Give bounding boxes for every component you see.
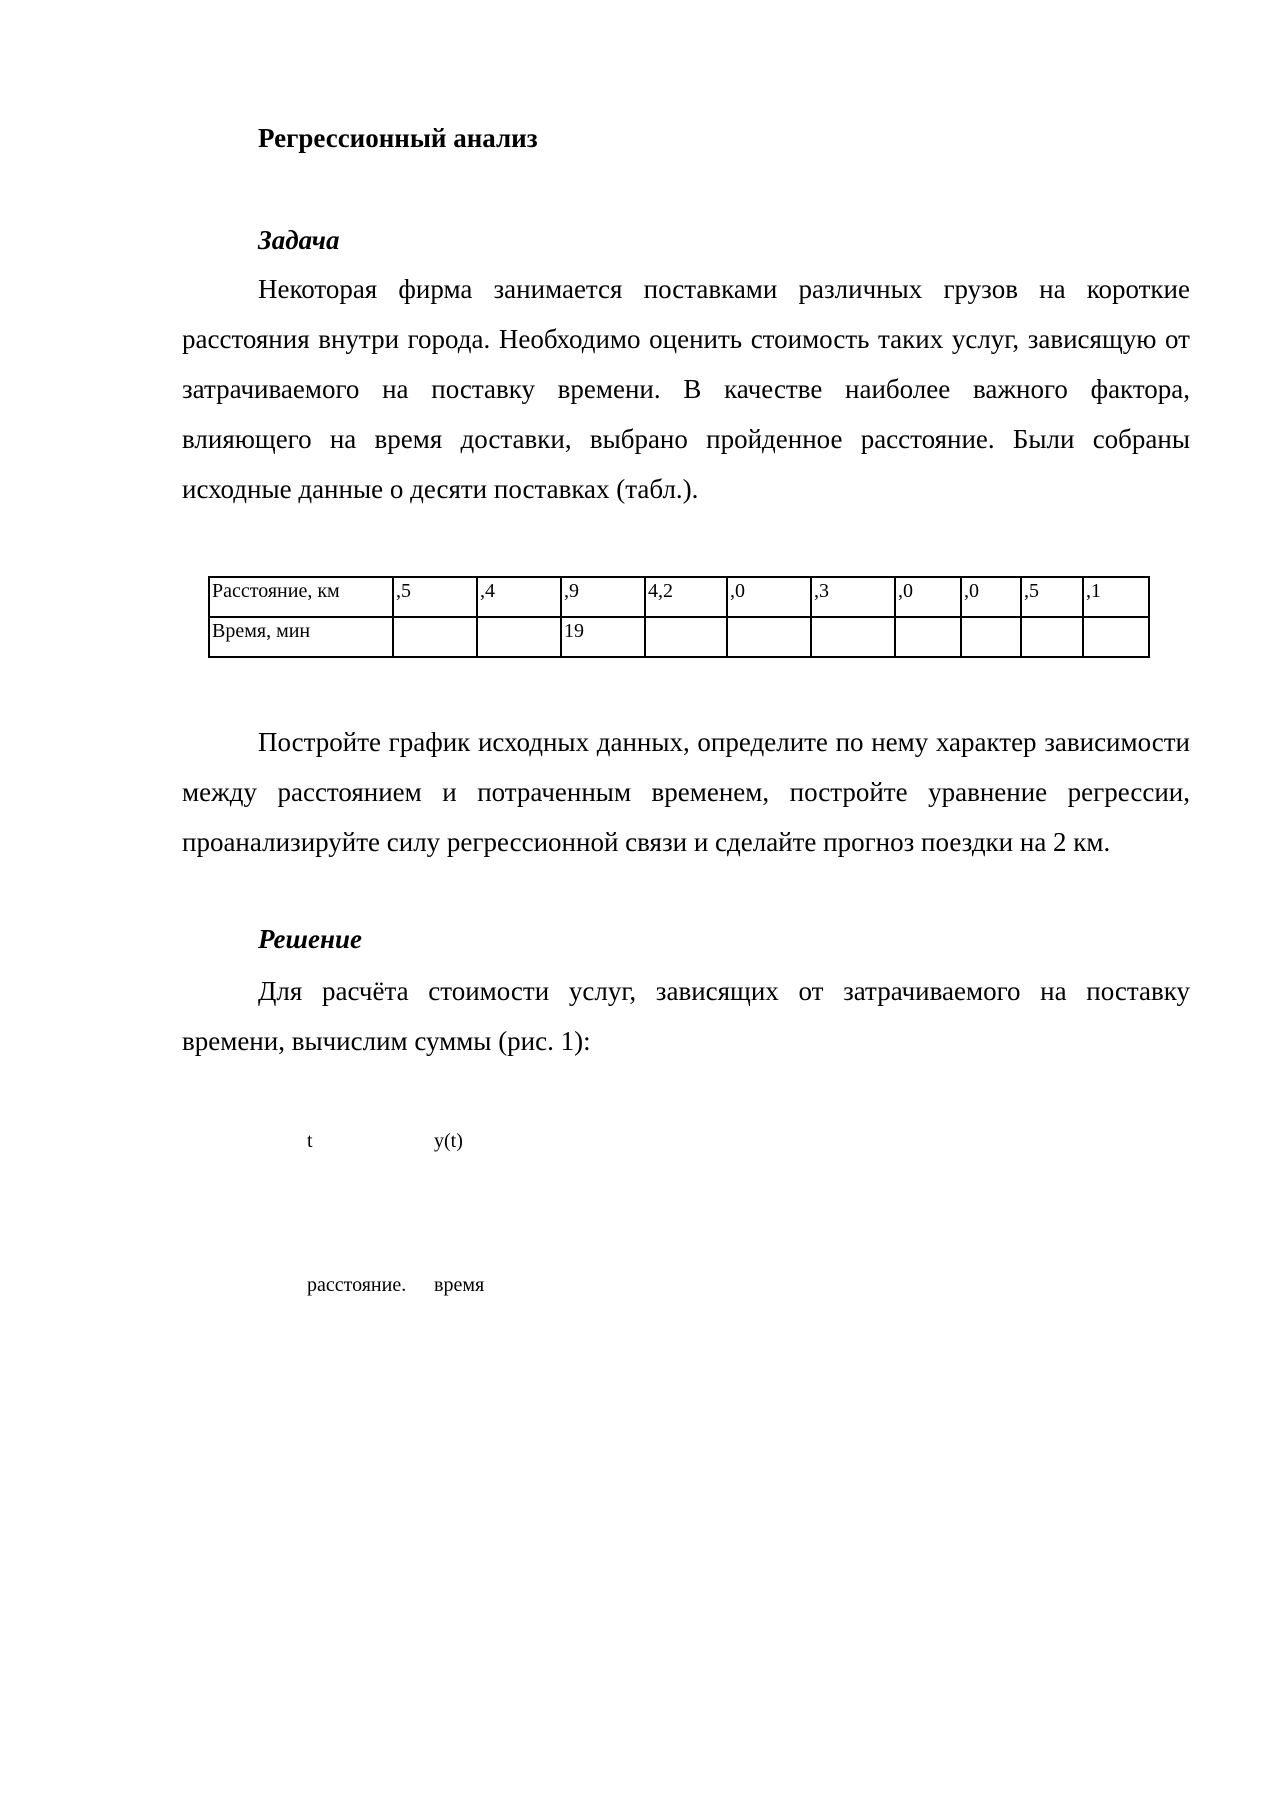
table-cell: ,4 — [477, 577, 561, 617]
table-cell — [645, 617, 727, 657]
table-cell: ,9 — [561, 577, 645, 617]
solution-paragraph: Для расчёта стоимости услуг, зависящих от затрачиваемого на поставку времени, вычислим суммы (рис. 1): — [182, 976, 1190, 1056]
table-cell — [477, 617, 561, 657]
figure-col2-header: y(t) — [434, 1130, 463, 1152]
table-cell — [811, 617, 895, 657]
task-paragraph: Некоторая фирма занимается поставками различных грузов на короткие расстояния внутри города. Необходимо оценить стоимость таких услуг, зависящую от затрачиваемого на поставку времени. В качестве наиболее важного фактора, влияющего на время доставки, выбрано пройденное расстояние. Были собраны исходные данные о десяти поставках (табл.). — [182, 274, 1190, 504]
table-cell — [727, 617, 811, 657]
solution-heading: Решение — [258, 924, 362, 954]
task-heading: Задача — [258, 225, 340, 255]
table-cell: ,3 — [811, 577, 895, 617]
table-cell: ,0 — [895, 577, 961, 617]
table-cell — [1083, 617, 1149, 657]
table-cell: ,5 — [393, 577, 477, 617]
row-label-distance: Расстояние, км — [209, 577, 393, 617]
table-cell: 4,2 — [645, 577, 727, 617]
row-label-time: Время, мин — [209, 617, 393, 657]
table-row-time — [209, 617, 1149, 657]
figure-col2-caption: время — [434, 1274, 485, 1296]
figure-col1-header: t — [307, 1130, 313, 1152]
data-table — [208, 576, 1150, 658]
table-cell: ,0 — [727, 577, 811, 617]
table-cell — [1021, 617, 1083, 657]
table-cell — [961, 617, 1021, 657]
instructions-paragraph: Постройте график исходных данных, определите по нему характер зависимости между расстоянием и потраченным временем, постройте уравнение регрессии, проанализируйте силу регрессионной связи и сделайте прогноз поездки на 2 км. — [182, 727, 1190, 857]
table-cell: ,1 — [1083, 577, 1149, 617]
table-cell: 19 — [561, 617, 645, 657]
document-title: Регрессионный анализ — [258, 123, 538, 153]
table-cell: ,5 — [1021, 577, 1083, 617]
table-row-distance — [209, 577, 1149, 617]
table-cell — [393, 617, 477, 657]
table-cell — [895, 617, 961, 657]
table-cell: ,0 — [961, 577, 1021, 617]
figure-col1-caption: расстояние. — [307, 1274, 407, 1296]
